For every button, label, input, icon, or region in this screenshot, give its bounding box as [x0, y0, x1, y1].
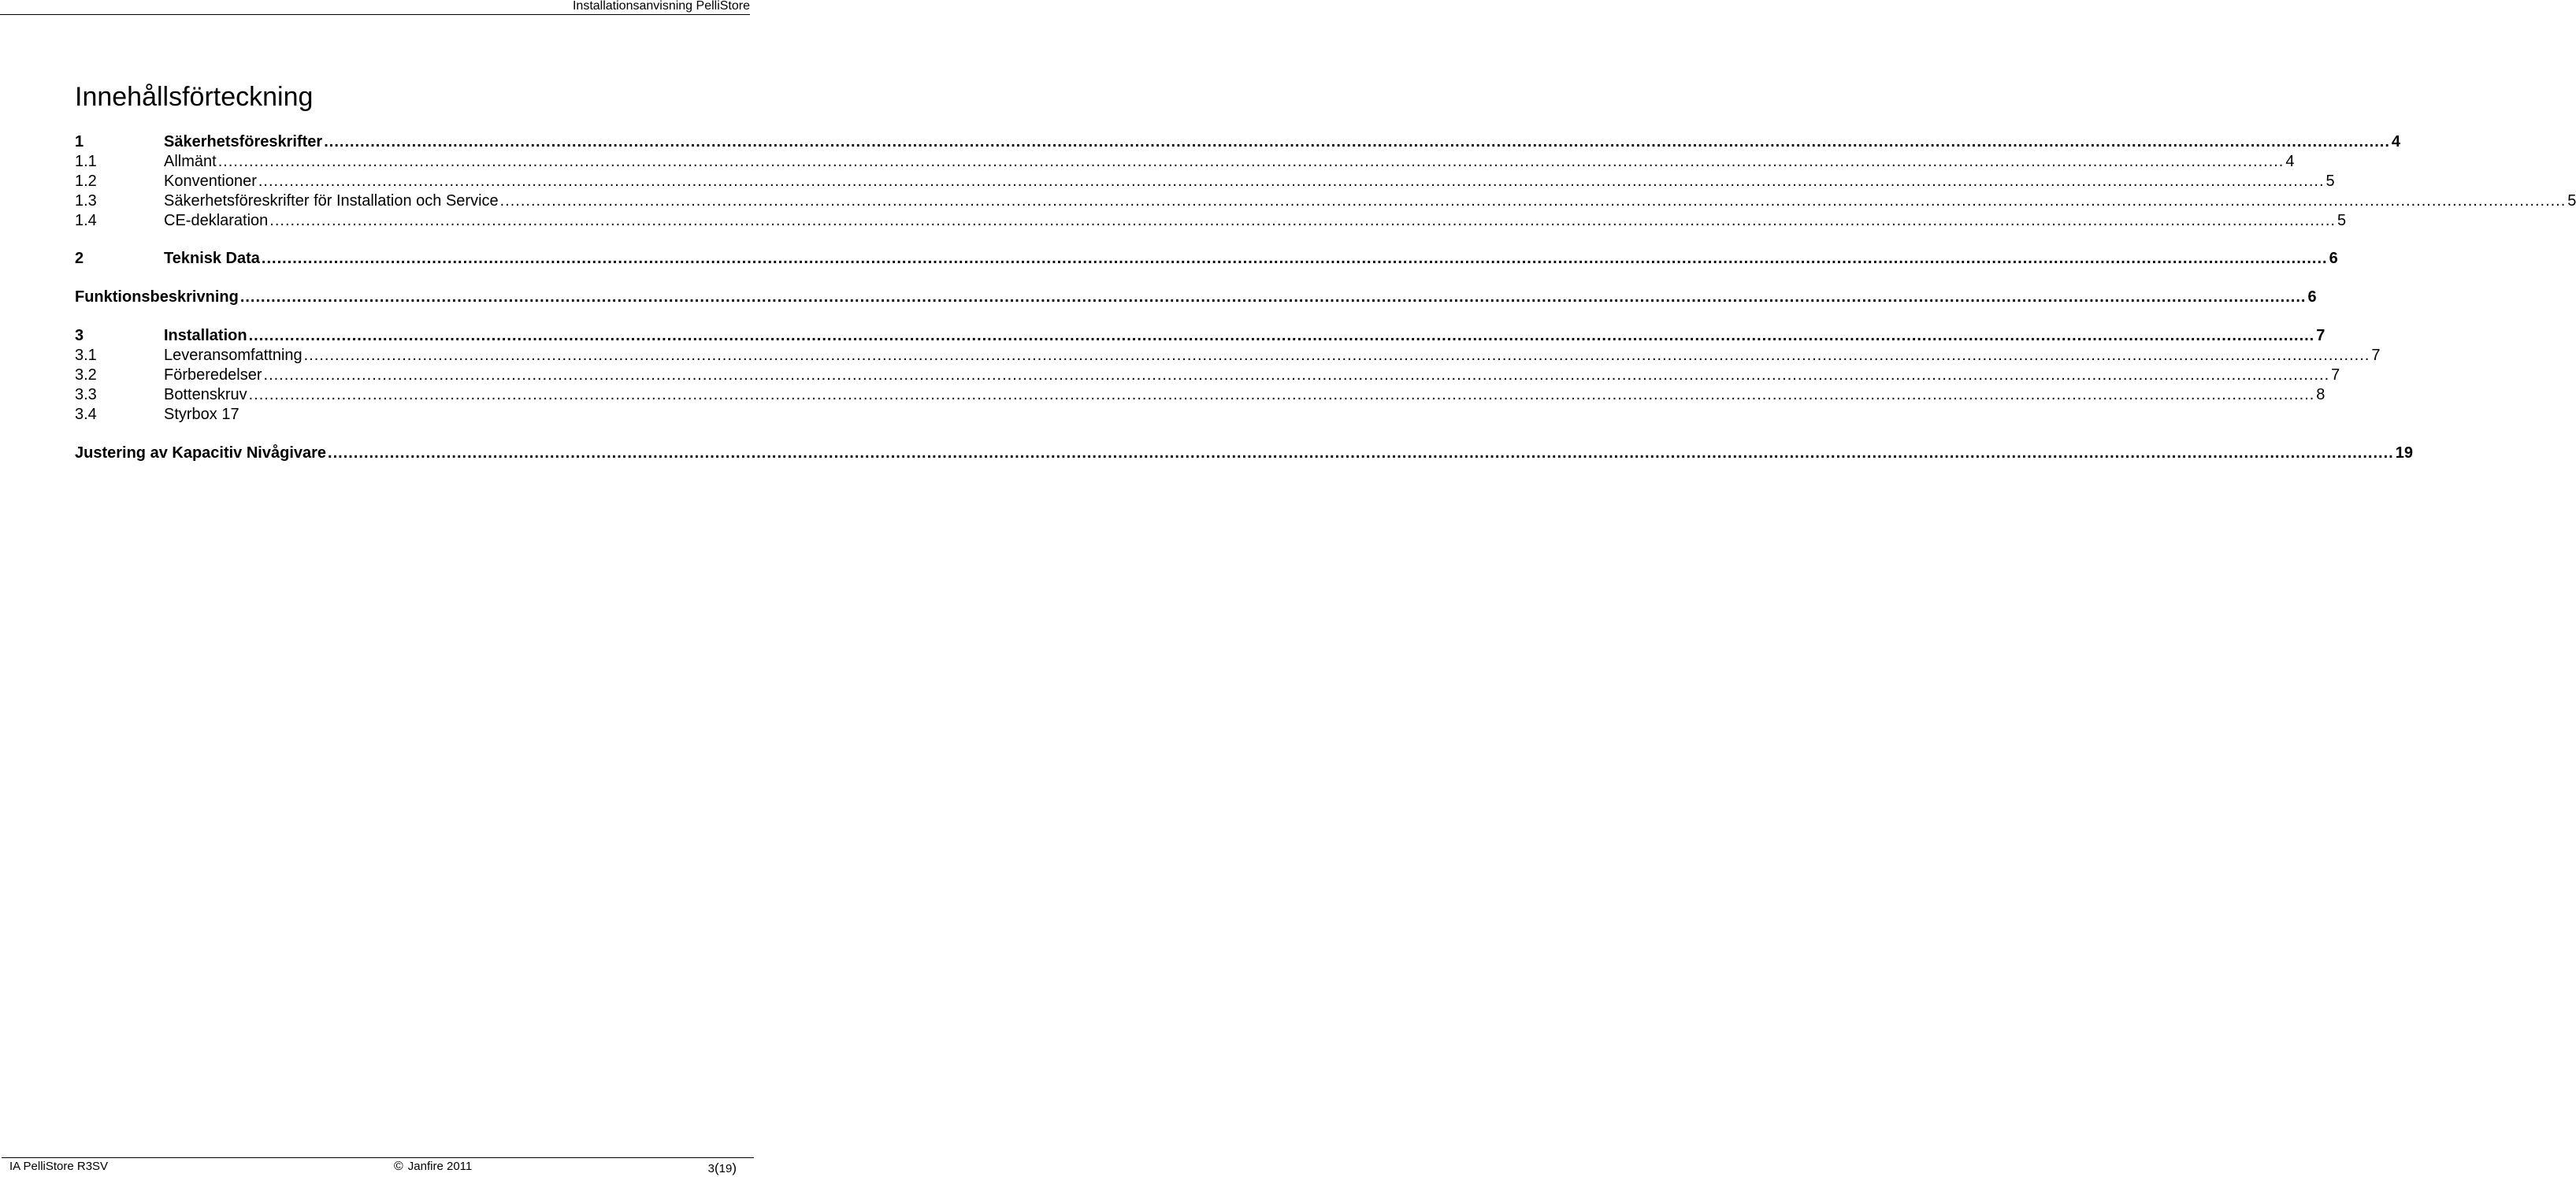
- toc-title: Styrbox 17: [164, 406, 239, 423]
- toc-page: 6: [2329, 250, 2338, 267]
- toc-title: CE-deklaration: [164, 212, 269, 229]
- copyright-icon: ©: [394, 1160, 403, 1173]
- toc-number: 3.3: [75, 386, 97, 403]
- toc-number: 1.1: [75, 153, 97, 170]
- toc-number: 1.4: [75, 212, 97, 229]
- dot-leader: ................................................................................................................................................................................................................................................................................................................................................................................................................: [328, 444, 2394, 462]
- toc-entry-1[interactable]: [75, 132, 2400, 152]
- toc-entry-3-4[interactable]: [75, 405, 754, 425]
- toc-page: 5: [2325, 173, 2335, 190]
- toc-entry-justering[interactable]: [75, 444, 2413, 463]
- header-text: Installationsanvisning PelliStore: [572, 0, 750, 13]
- toc-title: Förberedelser: [164, 366, 262, 384]
- footer-company-year: Janfire 2011: [407, 1160, 473, 1173]
- footer-page-number: [708, 1160, 737, 1177]
- toc-number: 2: [75, 250, 84, 267]
- toc-title: Allmänt: [164, 153, 217, 170]
- toc-entry-1-4[interactable]: [75, 211, 2347, 231]
- dot-leader: ................................................................................................................................................................................................................................................................................................................................................................................................................: [248, 386, 2315, 403]
- toc-page: 6: [2307, 288, 2317, 306]
- toc-title: Justering av Kapacitiv Nivågivare: [75, 444, 327, 462]
- page-total: 19: [718, 1162, 733, 1175]
- toc-title: Säkerhetsföreskrifter: [164, 133, 323, 150]
- toc-page: 7: [2331, 366, 2340, 384]
- dot-leader: ................................................................................................................................................................................................................................................................................................................................................................................................................: [263, 366, 2330, 384]
- toc-page: 7: [2316, 327, 2325, 344]
- page-header: [0, 0, 750, 15]
- toc-title: Bottenskruv: [164, 386, 247, 403]
- toc-number: 1.3: [75, 192, 97, 210]
- dot-leader: ................................................................................................................................................................................................................................................................................................................................................................................................................: [303, 347, 2370, 364]
- toc-number: 3.4: [75, 406, 97, 423]
- page-current: 3: [707, 1162, 715, 1175]
- page-paren-close: ): [732, 1160, 737, 1175]
- toc-entry-3-2[interactable]: [75, 366, 2340, 385]
- toc-title: Leveransomfattning: [164, 347, 303, 364]
- toc-page: 8: [2316, 386, 2325, 403]
- toc-entry-2[interactable]: [75, 249, 2338, 269]
- dot-leader: ................................................................................................................................................................................................................................................................................................................................................................................................................: [239, 288, 2307, 306]
- dot-leader: ................................................................................................................................................................................................................................................................................................................................................................................................................: [217, 153, 2285, 170]
- toc-title: Funktionsbeskrivning: [75, 288, 239, 306]
- dot-leader: ................................................................................................................................................................................................................................................................................................................................................................................................................: [269, 212, 2336, 229]
- toc-entry-3[interactable]: [75, 326, 2325, 346]
- dot-leader: ................................................................................................................................................................................................................................................................................................................................................................................................................: [248, 327, 2315, 344]
- toc-entry-1-3[interactable]: [75, 191, 2576, 211]
- dot-leader: ................................................................................................................................................................................................................................................................................................................................................................................................................: [324, 133, 2390, 150]
- toc-entry-3-3[interactable]: [75, 385, 2325, 405]
- toc-title: Teknisk Data: [164, 250, 260, 267]
- dot-leader: ................................................................................................................................................................................................................................................................................................................................................................................................................: [261, 250, 2328, 267]
- footer-document-id: IA PelliStore R3SV: [9, 1160, 109, 1173]
- toc-entry-1-2[interactable]: [75, 172, 2335, 191]
- toc-number: 1: [75, 133, 84, 150]
- toc-page: 19: [2395, 444, 2413, 462]
- toc-number: 1.2: [75, 173, 97, 190]
- page-footer: [2, 1157, 754, 1175]
- toc-title: Säkerhetsföreskrifter för Installation och Service: [164, 192, 499, 210]
- toc-title: Installation: [164, 327, 247, 344]
- toc-entry-3-1[interactable]: [75, 346, 2381, 366]
- toc-number: 3.1: [75, 347, 97, 364]
- toc-page: 4: [2285, 153, 2295, 170]
- toc-page: 5: [2337, 212, 2347, 229]
- toc-page: 7: [2371, 347, 2381, 364]
- page-paren-open: (: [714, 1160, 719, 1175]
- toc-number: 3: [75, 327, 84, 344]
- toc-page: 4: [2391, 133, 2400, 150]
- toc-entry-1-1[interactable]: [75, 152, 2295, 172]
- toc-number: 3.2: [75, 366, 97, 384]
- dot-leader: ................................................................................................................................................................................................................................................................................................................................................................................................................: [499, 192, 2567, 210]
- toc-entry-funktionsbeskrivning[interactable]: [75, 288, 2317, 307]
- dot-leader: ................................................................................................................................................................................................................................................................................................................................................................................................................: [258, 173, 2325, 190]
- footer-copyright: [394, 1159, 472, 1175]
- page-title: Innehållsförteckning: [75, 82, 314, 112]
- toc-title: Konventioner: [164, 173, 257, 190]
- toc-page: 5: [2567, 192, 2576, 210]
